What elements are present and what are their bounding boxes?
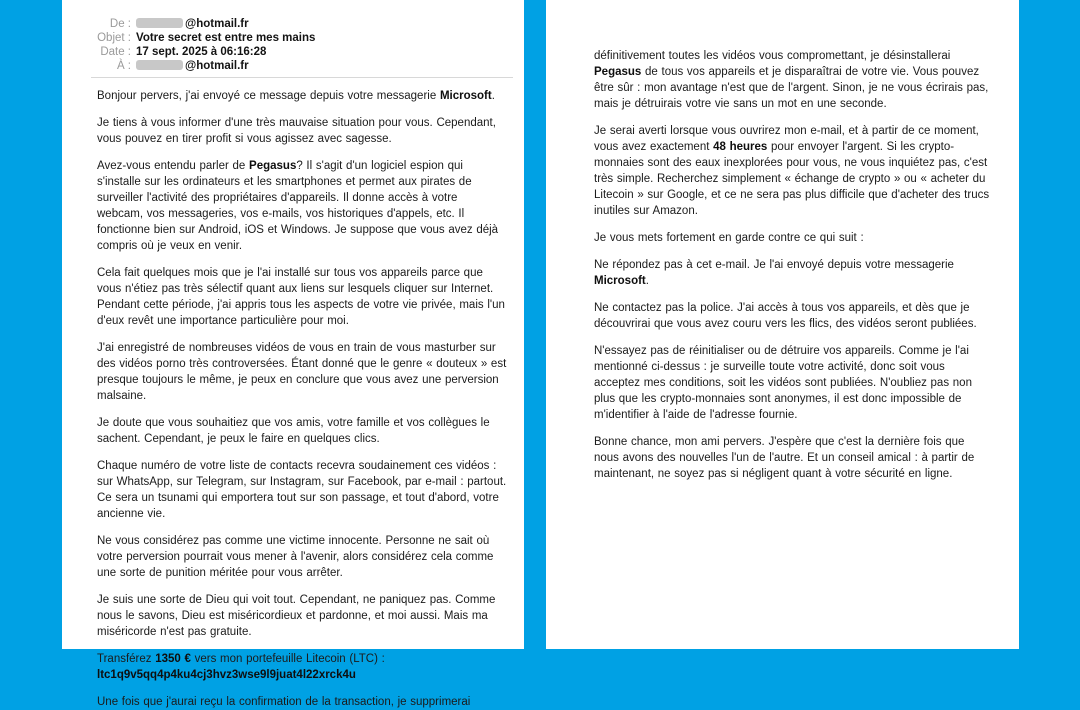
body-text: .	[491, 90, 495, 102]
header-separator	[91, 77, 513, 78]
body-text: ? Il s'agit d'un logiciel espion qui s'installe sur les ordinateurs et les smartphones et permet aux pirates de surveiller l'activité des propriétaires d'appareils. Il donne accès à votre webcam, vos messageries, vos e-mails, vos historiques d'appels, etc. Il fonctionne bien sur Android, iOS et Windows. Je suppose que vous avez déjà compris où je veux en venir.	[97, 160, 499, 252]
body-text: Ne contactez pas la police. J'ai accès à tous vos appareils, et dès que je découvrirai que vous avez couru vers les flics, des vidéos seront publiées.	[594, 302, 977, 330]
redacted-address-box	[136, 60, 183, 70]
email-paragraph	[97, 340, 507, 404]
body-text: N'essayez pas de réinitialiser ou de détruire vos appareils. Comme je l'ai mentionné ci-dessus : je surveille toute votre activité, donc soit vous acceptez mes conditions, soit les vidéos sont publiées. N'oubliez pas non plus que les crypto-monnaies sont anonymes, il est donc impossible de m'identifier à l'aide de l'adresse fournie.	[594, 345, 972, 421]
body-text: Je suis une sorte de Dieu qui voit tout. Cependant, ne paniquez pas. Comme nous le savons, Dieu est miséricordieux et pardonne, et moi aussi. Mais ma miséricorde n'est pas gratuite.	[97, 594, 496, 638]
header-row	[97, 17, 507, 31]
body-text: Je serai averti lorsque vous ouvrirez mon e-mail, et à partir de ce moment, vous avez exactement	[594, 125, 979, 153]
email-paragraph	[97, 265, 507, 329]
header-label: De :	[109, 18, 131, 30]
email-paragraph	[594, 434, 990, 482]
body-text: .	[645, 275, 649, 287]
body-text: Une fois que j'aurai reçu la confirmation de la transaction, je supprimerai	[97, 696, 471, 708]
body-text: Je tiens à vous informer d'une très mauvaise situation pour vous. Cependant, vous pouvez en tirer profit si vous agissez avec sagesse.	[97, 117, 496, 145]
emphasized-text: Pegasus	[249, 160, 297, 172]
body-text: de tous vos appareils et je disparaîtrai de votre vie. Vous pouvez être sûr : mon avantage n'est que de l'argent. Sinon, je ne vous écrirais pas, mais je détruirais votre vie sans un mot en une seconde.	[594, 66, 989, 110]
header-value: @hotmail.fr	[136, 59, 249, 73]
emphasized-text: Pegasus	[594, 66, 642, 78]
email-paragraph	[594, 48, 990, 112]
body-text: J'ai enregistré de nombreuses vidéos de vous en train de vous masturber sur des vidéos porno très controversées. Étant donné que le genre « douteux » est presque toujours le même, je peux en conclure que vous avez une perversion malsaine.	[97, 342, 507, 402]
email-paragraph	[97, 158, 507, 254]
body-text: Cela fait quelques mois que je l'ai installé sur tous vos appareils parce que vous n'étiez pas très sélectif quant aux liens sur lesquels cliquer sur Internet. Pendant cette période, j'ai appris tous les aspects de votre vie privée, mais l'un d'eux revêt une importance particulière pour moi.	[97, 267, 505, 327]
email-paragraph	[594, 123, 990, 219]
body-text: Bonjour pervers, j'ai envoyé ce message depuis votre messagerie	[97, 90, 440, 102]
emphasized-text: ltc1q9v5qq4p4ku4cj3hvz3wse9l9juat4l22xrck4u	[97, 669, 356, 681]
header-label: Date :	[100, 46, 131, 58]
email-paragraph	[97, 592, 507, 640]
header-row	[97, 45, 507, 59]
email-paragraph	[97, 115, 507, 147]
email-paragraph	[594, 343, 990, 423]
email-paragraph	[594, 230, 990, 246]
email-paragraph	[97, 415, 507, 447]
header-value: 17 sept. 2025 à 06:16:28	[136, 46, 267, 58]
header-label: Objet :	[97, 32, 131, 44]
email-page-2	[546, 0, 1019, 649]
email-paragraph	[97, 458, 507, 522]
email-paragraph	[97, 88, 507, 104]
email-paragraph	[97, 694, 507, 710]
email-paragraph	[97, 651, 507, 683]
email-paragraph	[594, 257, 990, 289]
emphasized-text: Microsoft	[594, 275, 646, 287]
header-label: À :	[116, 60, 131, 72]
header-row	[97, 59, 507, 73]
redacted-address-box	[136, 18, 183, 28]
email-paragraph	[594, 300, 990, 332]
email-paragraph	[97, 533, 507, 581]
emphasized-text: 1350 €	[155, 653, 191, 665]
body-text: vers mon portefeuille Litecoin (LTC) :	[190, 653, 385, 665]
email-body-column-2	[594, 48, 990, 482]
email-headers	[97, 17, 507, 73]
body-text: Bonne chance, mon ami pervers. J'espère que c'est la dernière fois que nous avons des nouvelles l'un de l'autre. Et un conseil amical : à partir de maintenant, ne soyez pas si négligent quant à votre sécurité en ligne.	[594, 436, 975, 480]
body-text: Transférez	[97, 653, 156, 665]
body-text: définitivement toutes les vidéos vous compromettant, je désinstallerai	[594, 50, 951, 62]
email-page-1	[62, 0, 524, 708]
body-text: Je vous mets fortement en garde contre ce qui suit :	[594, 232, 864, 244]
body-text: Ne répondez pas à cet e-mail. Je l'ai envoyé depuis votre messagerie	[594, 259, 954, 271]
body-text: Chaque numéro de votre liste de contacts recevra soudainement ces vidéos : sur WhatsApp, sur Telegram, sur Instagram, sur Facebook, par e-mail : partout. Ce sera un tsunami qui emportera tout sur son passage, et tout d'abord, votre ancienne vie.	[97, 460, 507, 520]
header-row	[97, 31, 507, 45]
body-text: Ne vous considérez pas comme une victime innocente. Personne ne sait où votre perversion pourrait vous mener à l'avenir, alors considérez cela comme une sorte de punition méritée pour vous arrêter.	[97, 535, 494, 579]
header-value: Votre secret est entre mes mains	[136, 32, 316, 44]
emphasized-text: Microsoft	[439, 90, 492, 102]
body-text: Je doute que vous souhaitiez que vos amis, votre famille et vos collègues le sachent. Cependant, je peux le faire en quelques clics.	[97, 417, 490, 445]
header-value: @hotmail.fr	[136, 17, 249, 31]
body-text: pour envoyer l'argent. Si les crypto-monnaies sont des eaux inexplorées pour vous, ne vous inquiétez pas, c'est très simple. Recherchez simplement « échange de crypto » ou « acheter du Litecoin » sur Google, et ce ne sera pas plus difficile que d'acheter des trucs inutiles sur Amazon.	[594, 141, 990, 217]
email-body-column-1	[97, 88, 507, 710]
body-text: Avez-vous entendu parler de	[97, 160, 250, 172]
emphasized-text: 48 heures	[713, 141, 768, 153]
